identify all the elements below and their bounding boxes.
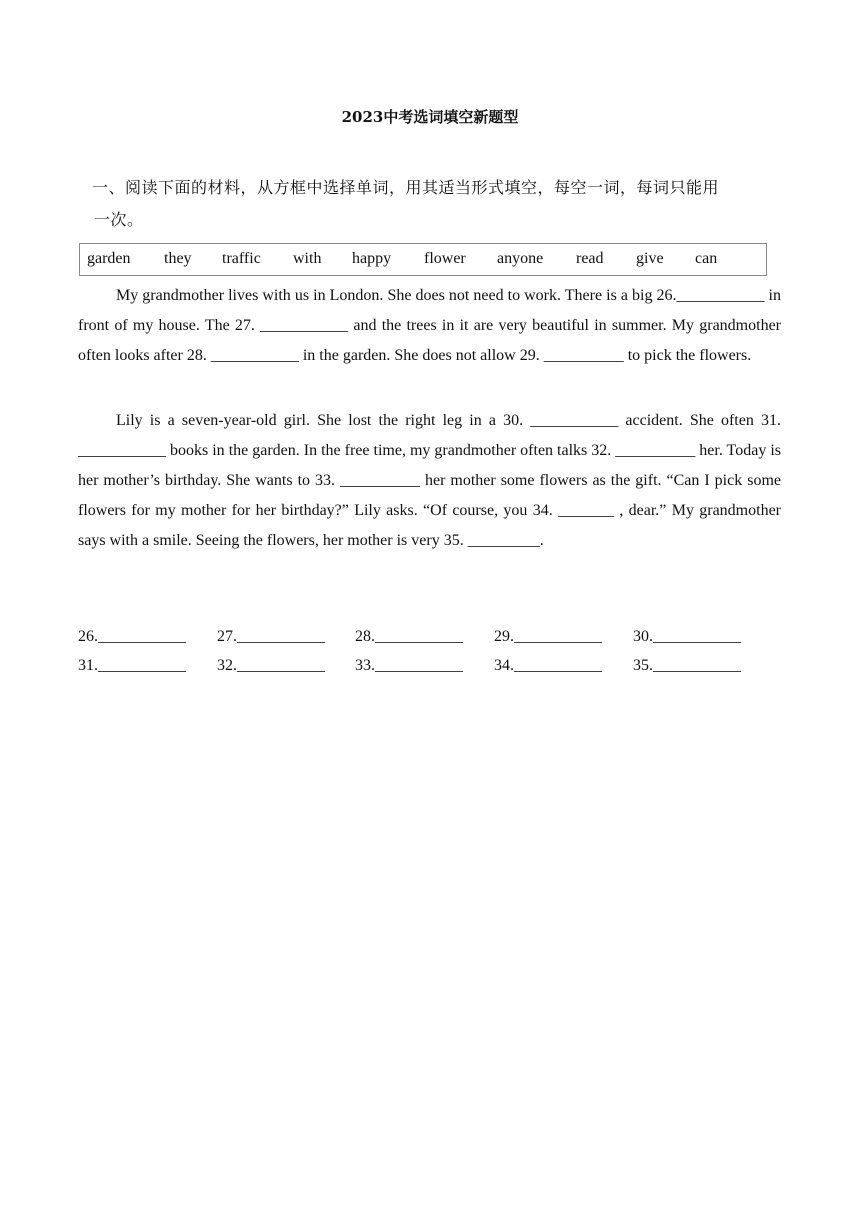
instruction-text [92, 172, 787, 236]
answer-row [78, 651, 778, 680]
page-title: 2023中考选词填空新题型 [341, 108, 519, 126]
answer-blank[interactable]: 28.___________ [355, 628, 463, 645]
answer-blank[interactable]: 31.___________ [78, 657, 186, 674]
answer-blank[interactable]: 27.___________ [217, 628, 325, 645]
answer-blank[interactable]: 34.___________ [494, 657, 602, 674]
word-box-item: they [164, 250, 192, 267]
passage-paragraph-1 [78, 281, 781, 371]
word-box-item: garden [87, 250, 131, 267]
answer-blank[interactable]: 26.___________ [78, 628, 186, 645]
answer-blank[interactable]: 29.___________ [494, 628, 602, 645]
word-box-item: happy [352, 250, 392, 267]
word-box-item: give [636, 250, 664, 267]
word-box-item: can [695, 250, 718, 267]
answer-blank[interactable]: 33.___________ [355, 657, 463, 674]
answer-row [78, 622, 778, 651]
paragraph-text: Lily is a seven-year-old girl. She lost the right leg in a 30. ___________ accident. She often 31. ___________ books in the garden. In the free time, my grandmother often talks 32. __________ her. Today is her mother’s birthday. She wants to 33. __________ her mother some flowers as the gift. “Can I pick some flowers for my mother for her birthday?” Lily asks. “Of course, you 34. _______ , dear.” My grandmother says with a smile. Seeing the flowers, her mother is very 35. _________. [78, 412, 781, 549]
passage-paragraph-2 [78, 406, 781, 556]
instruction-line-1: 一、阅读下面的材料，从方框中选择单词，用其适当形式填空，每空一词，每词只能用 [92, 178, 720, 197]
word-box [79, 243, 767, 276]
word-box-item: anyone [497, 250, 544, 267]
paragraph-text: My grandmother lives with us in London. She does not need to work. There is a big 26.___________ in front of my house. The 27. ___________ and the trees in it are very beautiful in summer. My grandmother often looks after 28. ___________ in the garden. She does not allow 29. __________ to pick the flowers. [78, 287, 781, 364]
answer-grid [78, 622, 778, 680]
word-box-item: flower [424, 250, 466, 267]
word-box-item: with [293, 250, 322, 267]
word-box-item: traffic [222, 250, 261, 267]
answer-blank[interactable]: 35.___________ [633, 657, 741, 674]
instruction-line-2: 一次。 [94, 210, 144, 229]
answer-blank[interactable]: 30.___________ [633, 628, 741, 645]
word-box-item: read [576, 250, 604, 267]
answer-blank[interactable]: 32.___________ [217, 657, 325, 674]
